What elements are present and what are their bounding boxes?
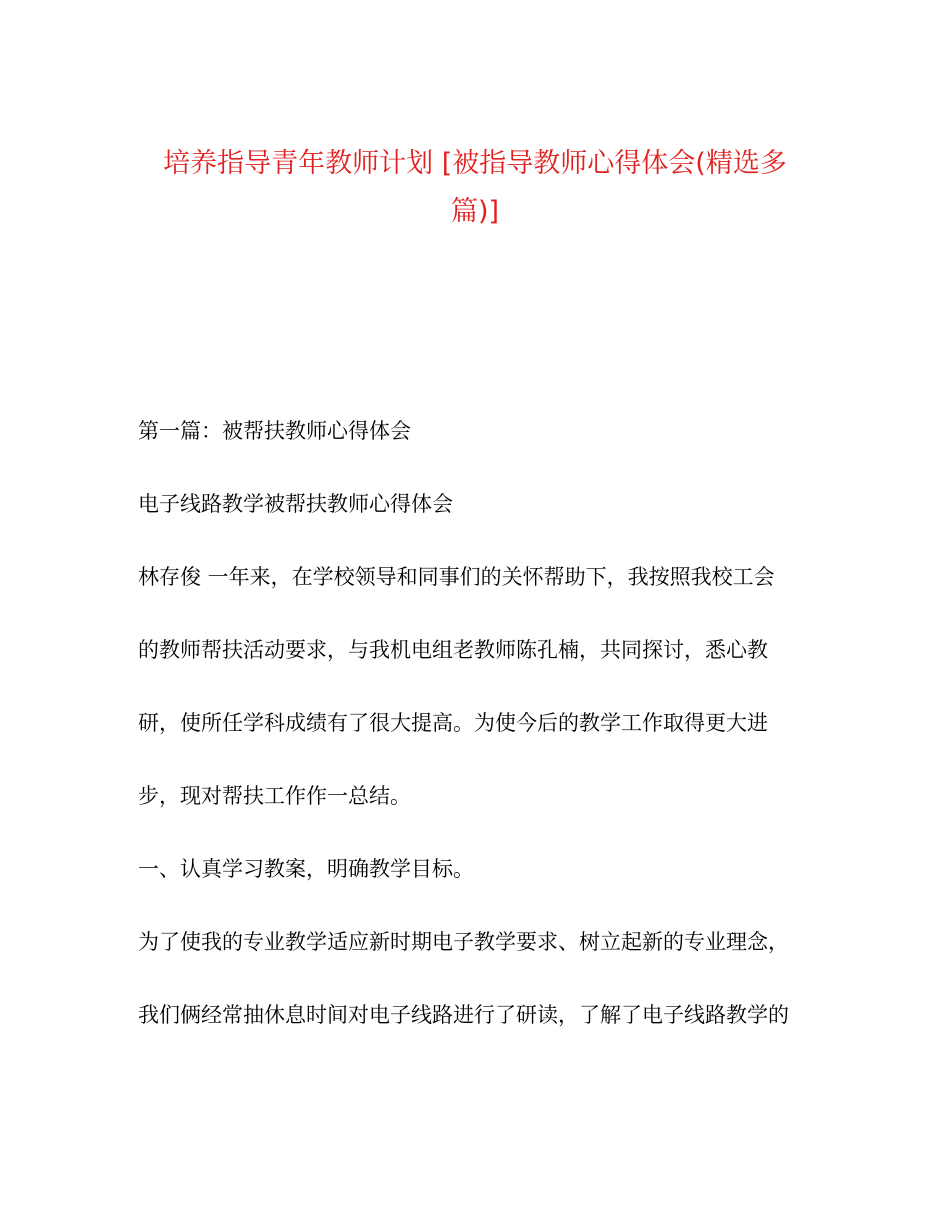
section-heading-first: 第一篇：被帮扶教师心得体会 <box>138 419 411 443</box>
title-line-2: 篇)] <box>450 196 500 227</box>
title-line-1: 培养指导青年教师计划 [被指导教师心得体会(精选多 <box>163 148 787 179</box>
document-body <box>138 418 818 1029</box>
section-heading-one: 一、认真学习教案，明确教学目标。 <box>138 857 474 881</box>
body-line: 步，现对帮扶工作作一总结。 <box>138 784 411 808</box>
body-line: 的教师帮扶活动要求，与我机电组老教师陈孔楠，共同探讨，悉心教 <box>138 638 768 662</box>
subtitle: 电子线路教学被帮扶教师心得体会 <box>138 492 453 516</box>
body-line: 我们俩经常抽休息时间对电子线路进行了研读，了解了电子线路教学的 <box>138 1003 789 1027</box>
body-line: 研，使所任学科成绩有了很大提高。为使今后的教学工作取得更大进 <box>138 711 768 735</box>
document-title <box>120 140 830 236</box>
body-line: 为了使我的专业教学适应新时期电子教学要求、树立起新的专业理念， <box>138 930 789 954</box>
body-line: 林存俊 一年来，在学校领导和同事们的关怀帮助下，我按照我校工会 <box>138 565 775 589</box>
